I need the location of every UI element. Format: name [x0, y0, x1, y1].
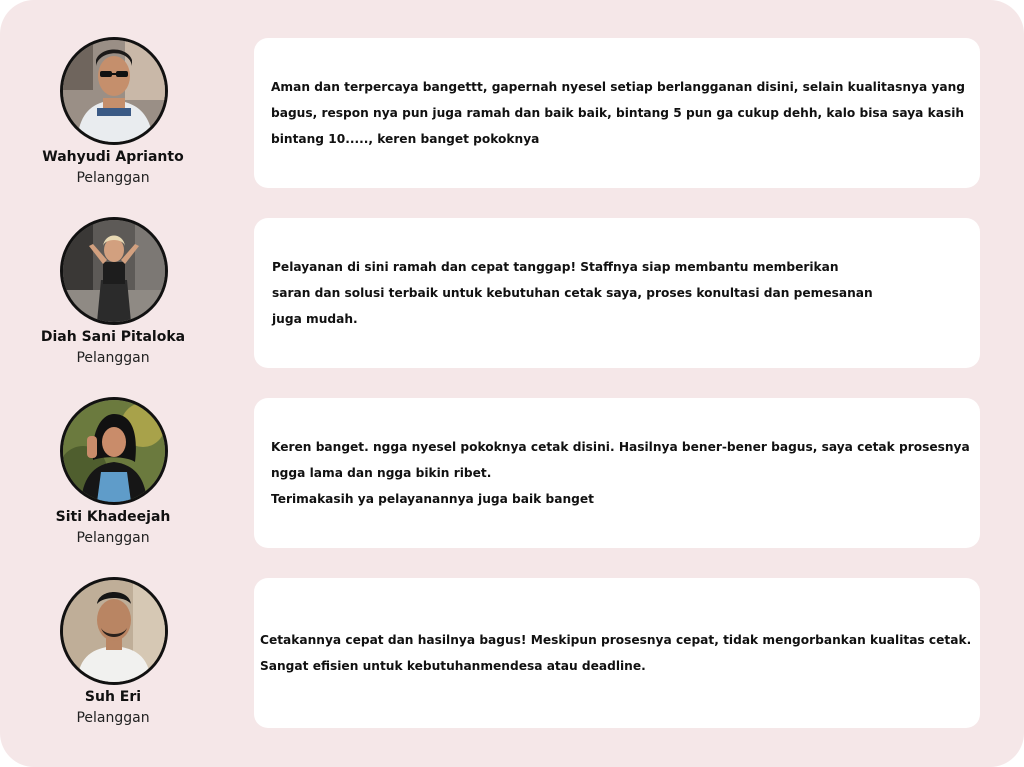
customer-profile: [8, 397, 218, 551]
customer-name: Diah Sani Pitaloka: [40, 329, 186, 345]
testimonial-line: saran dan solusi terbaik untuk kebutuhan cetak saya, proses konultasi dan pemesanan: [272, 286, 873, 300]
testimonial-text: [271, 434, 970, 512]
avatar: [60, 217, 168, 325]
testimonial-line: Sangat efisien untuk kebutuhanmendesa atau deadline.: [260, 659, 646, 673]
testimonial-line: Terimakasih ya pelayanannya juga baik banget: [271, 492, 594, 506]
testimonial-card: [254, 218, 980, 368]
avatar: [60, 37, 168, 145]
testimonial-text: [271, 74, 965, 152]
customer-role: Pelanggan: [76, 530, 150, 546]
testimonial-line: Aman dan terpercaya bangettt, gapernah nyesel setiap berlangganan disini, selain kualitasnya yang: [271, 80, 965, 94]
testimonial-card: [254, 38, 980, 188]
testimonial-text: [272, 254, 873, 332]
testimonial-line: juga mudah.: [272, 312, 358, 326]
customer-photo-icon: [63, 400, 165, 502]
customer-profile: [8, 577, 218, 731]
customer-name: Siti Khadeejah: [55, 509, 171, 525]
testimonial-card: [254, 578, 980, 728]
customer-name: Suh Eri: [84, 689, 142, 705]
testimonial-row: [0, 37, 1024, 191]
customer-name: Wahyudi Aprianto: [42, 149, 184, 165]
avatar: [60, 577, 168, 685]
testimonial-line: bintang 10....., keren banget pokoknya: [271, 132, 540, 146]
testimonial-row: [0, 577, 1024, 731]
customer-role: Pelanggan: [76, 170, 150, 186]
customer-role: Pelanggan: [76, 350, 150, 366]
testimonial-line: bagus, respon nya pun juga ramah dan baik baik, bintang 5 pun ga cukup dehh, kalo bisa saya kasih: [271, 106, 965, 120]
customer-photo-icon: [63, 40, 165, 142]
customer-role: Pelanggan: [76, 710, 150, 726]
testimonial-row: [0, 217, 1024, 371]
customer-photo-icon: [63, 580, 165, 682]
testimonial-row: [0, 397, 1024, 551]
testimonial-card: [254, 398, 980, 548]
testimonial-line: Pelayanan di sini ramah dan cepat tanggap! Staffnya siap membantu memberikan: [272, 260, 839, 274]
customer-profile: [8, 217, 218, 371]
avatar: [60, 397, 168, 505]
customer-photo-icon: [63, 220, 165, 322]
testimonial-line: ngga lama dan ngga bikin ribet.: [271, 466, 492, 480]
testimonial-line: Cetakannya cepat dan hasilnya bagus! Meskipun prosesnya cepat, tidak mengorbankan kualitas cetak.: [260, 633, 972, 647]
customer-profile: [8, 37, 218, 191]
testimonial-line: Keren banget. ngga nyesel pokoknya cetak disini. Hasilnya bener-bener bagus, saya cetak prosesnya: [271, 440, 970, 454]
testimonial-text: [260, 627, 971, 679]
